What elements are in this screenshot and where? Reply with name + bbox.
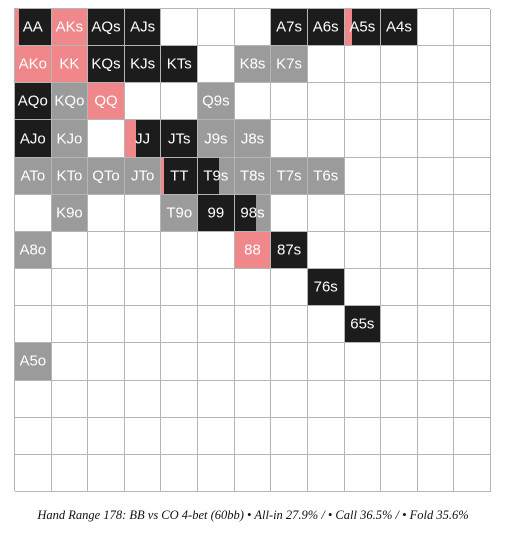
hand-cell-j9s[interactable] — [198, 120, 235, 157]
empty-cell — [161, 83, 198, 120]
hand-cell-qto[interactable] — [88, 158, 125, 195]
empty-cell — [345, 455, 382, 492]
hand-label: ATo — [20, 167, 46, 185]
empty-cell — [308, 120, 345, 157]
empty-cell — [345, 158, 382, 195]
hand-cell-jj[interactable] — [125, 120, 162, 157]
empty-cell — [308, 83, 345, 120]
hand-label: 87s — [277, 241, 302, 259]
hand-label: AQs — [91, 18, 121, 36]
hand-label: JTo — [130, 167, 155, 185]
empty-cell — [454, 232, 491, 269]
hand-cell-a8o[interactable] — [15, 232, 52, 269]
hand-cell-aqs[interactable] — [88, 9, 125, 46]
empty-cell — [454, 46, 491, 83]
empty-cell — [454, 381, 491, 418]
empty-cell — [161, 381, 198, 418]
empty-cell — [52, 232, 89, 269]
hand-label: K9o — [56, 204, 83, 222]
hand-label: AJs — [130, 18, 156, 36]
empty-cell — [125, 195, 162, 232]
empty-cell — [15, 269, 52, 306]
hand-cell-aa[interactable] — [15, 9, 52, 46]
empty-cell — [308, 343, 345, 380]
hand-label: J9s — [204, 130, 228, 148]
hand-cell-a5s[interactable] — [345, 9, 382, 46]
hand-label: T9s — [203, 167, 229, 185]
empty-cell — [418, 158, 455, 195]
empty-cell — [235, 343, 272, 380]
empty-cell — [418, 269, 455, 306]
empty-cell — [454, 455, 491, 492]
empty-cell — [308, 232, 345, 269]
empty-cell — [381, 195, 418, 232]
hand-cell-k7s[interactable] — [271, 46, 308, 83]
range-caption: Hand Range 178: BB vs CO 4-bet (60bb) • All-in 27.9% / • Call 36.5% / • Fold 35.6% — [37, 508, 469, 522]
empty-cell — [271, 455, 308, 492]
hand-cell-aks[interactable] — [52, 9, 89, 46]
hand-cell-kto[interactable] — [52, 158, 89, 195]
empty-cell — [235, 9, 272, 46]
hand-label: AJo — [19, 130, 46, 148]
empty-cell — [52, 343, 89, 380]
hand-cell-jts[interactable] — [161, 120, 198, 157]
hand-cell-88[interactable] — [235, 232, 272, 269]
hand-cell-kk[interactable] — [52, 46, 89, 83]
empty-cell — [125, 83, 162, 120]
hand-label: T9o — [166, 204, 193, 222]
empty-cell — [381, 83, 418, 120]
empty-cell — [308, 381, 345, 418]
hand-label: KTo — [56, 167, 83, 185]
empty-cell — [88, 455, 125, 492]
empty-cell — [235, 83, 272, 120]
empty-cell — [345, 381, 382, 418]
empty-cell — [418, 232, 455, 269]
empty-cell — [161, 455, 198, 492]
empty-cell — [271, 381, 308, 418]
empty-cell — [308, 418, 345, 455]
empty-cell — [125, 455, 162, 492]
hand-label: A5s — [349, 18, 376, 36]
empty-cell — [88, 381, 125, 418]
empty-cell — [52, 455, 89, 492]
hand-label: KTs — [166, 55, 192, 73]
hand-cell-t9s[interactable] — [198, 158, 235, 195]
empty-cell — [125, 306, 162, 343]
empty-cell — [454, 9, 491, 46]
hand-label: JJ — [135, 130, 151, 148]
empty-cell — [381, 120, 418, 157]
empty-cell — [88, 306, 125, 343]
hand-cell-ato[interactable] — [15, 158, 52, 195]
hand-cell-ako[interactable] — [15, 46, 52, 83]
hand-cell-kqs[interactable] — [88, 46, 125, 83]
hand-label: T6s — [313, 167, 339, 185]
hand-cell-jto[interactable] — [125, 158, 162, 195]
hand-cell-tt[interactable] — [161, 158, 198, 195]
hand-label: K8s — [239, 55, 266, 73]
hand-label: KJs — [130, 55, 156, 73]
hand-cell-t6s[interactable] — [308, 158, 345, 195]
empty-cell — [161, 9, 198, 46]
hand-label: AKo — [18, 55, 47, 73]
empty-cell — [198, 46, 235, 83]
hand-label: J8s — [240, 130, 265, 148]
empty-cell — [125, 418, 162, 455]
hand-cell-t7s[interactable] — [271, 158, 308, 195]
hand-range-grid — [14, 8, 490, 491]
empty-cell — [161, 343, 198, 380]
empty-cell — [198, 306, 235, 343]
empty-cell — [381, 455, 418, 492]
hand-cell-q9s[interactable] — [198, 83, 235, 120]
hand-cell-t9o[interactable] — [161, 195, 198, 232]
hand-cell-kjo[interactable] — [52, 120, 89, 157]
empty-cell — [15, 418, 52, 455]
empty-cell — [381, 306, 418, 343]
hand-cell-kjs[interactable] — [125, 46, 162, 83]
empty-cell — [454, 83, 491, 120]
empty-cell — [381, 158, 418, 195]
empty-cell — [271, 83, 308, 120]
empty-cell — [345, 195, 382, 232]
hand-cell-87s[interactable] — [271, 232, 308, 269]
empty-cell — [235, 455, 272, 492]
empty-cell — [418, 120, 455, 157]
empty-cell — [198, 9, 235, 46]
hand-label: AQo — [17, 92, 48, 110]
empty-cell — [15, 381, 52, 418]
empty-cell — [161, 418, 198, 455]
hand-cell-a5o[interactable] — [15, 343, 52, 380]
hand-cell-76s[interactable] — [308, 269, 345, 306]
empty-cell — [381, 343, 418, 380]
empty-cell — [381, 381, 418, 418]
empty-cell — [345, 418, 382, 455]
hand-label: AA — [22, 18, 43, 36]
empty-cell — [15, 306, 52, 343]
empty-cell — [418, 418, 455, 455]
empty-cell — [88, 232, 125, 269]
empty-cell — [308, 455, 345, 492]
empty-cell — [198, 269, 235, 306]
hand-label: K7s — [276, 55, 303, 73]
empty-cell — [52, 269, 89, 306]
hand-label: 76s — [313, 278, 338, 296]
hand-label: KJo — [56, 130, 83, 148]
empty-cell — [381, 269, 418, 306]
empty-cell — [454, 418, 491, 455]
empty-cell — [454, 120, 491, 157]
empty-cell — [454, 269, 491, 306]
hand-label: A4s — [386, 18, 412, 36]
empty-cell — [235, 269, 272, 306]
empty-cell — [271, 195, 308, 232]
empty-cell — [418, 306, 455, 343]
empty-cell — [235, 418, 272, 455]
empty-cell — [345, 120, 382, 157]
hand-label: KQo — [54, 92, 85, 110]
hand-label: TT — [170, 167, 189, 185]
empty-cell — [198, 455, 235, 492]
hand-cell-ajo[interactable] — [15, 120, 52, 157]
empty-cell — [418, 343, 455, 380]
empty-cell — [381, 46, 418, 83]
hand-label: QQ — [94, 92, 118, 110]
hand-cell-ajs[interactable] — [125, 9, 162, 46]
empty-cell — [125, 381, 162, 418]
empty-cell — [454, 195, 491, 232]
hand-label: Q9s — [202, 92, 230, 110]
hand-cell-k9o[interactable] — [52, 195, 89, 232]
empty-cell — [418, 381, 455, 418]
empty-cell — [88, 120, 125, 157]
hand-label: 88 — [244, 241, 261, 259]
empty-cell — [161, 306, 198, 343]
empty-cell — [235, 306, 272, 343]
hand-label: KQs — [91, 55, 121, 73]
hand-label: 99 — [207, 204, 225, 222]
empty-cell — [381, 418, 418, 455]
empty-cell — [198, 418, 235, 455]
empty-cell — [418, 83, 455, 120]
empty-cell — [454, 306, 491, 343]
hand-cell-a4s[interactable] — [381, 9, 418, 46]
hand-cell-aqo[interactable] — [15, 83, 52, 120]
hand-cell-j8s[interactable] — [235, 120, 272, 157]
hand-cell-kts[interactable] — [161, 46, 198, 83]
empty-cell — [271, 269, 308, 306]
empty-cell — [198, 343, 235, 380]
hand-label: T7s — [276, 167, 302, 185]
empty-cell — [198, 232, 235, 269]
hand-label: 98s — [240, 204, 265, 222]
hand-label: 65s — [350, 315, 375, 333]
empty-cell — [308, 306, 345, 343]
empty-cell — [88, 343, 125, 380]
empty-cell — [15, 455, 52, 492]
empty-cell — [52, 306, 89, 343]
hand-cell-a7s[interactable] — [271, 9, 308, 46]
hand-cell-qq[interactable] — [88, 83, 125, 120]
empty-cell — [345, 343, 382, 380]
empty-cell — [308, 195, 345, 232]
hand-cell-65s[interactable] — [345, 306, 382, 343]
empty-cell — [271, 418, 308, 455]
empty-cell — [345, 46, 382, 83]
hand-cell-99[interactable] — [198, 195, 235, 232]
empty-cell — [418, 455, 455, 492]
empty-cell — [381, 232, 418, 269]
hand-label: A7s — [276, 18, 303, 36]
hand-cell-a6s[interactable] — [308, 9, 345, 46]
hand-label: QTo — [92, 167, 120, 185]
hand-label: A5o — [19, 352, 47, 370]
empty-cell — [271, 306, 308, 343]
hand-cell-kqo[interactable] — [52, 83, 89, 120]
empty-cell — [454, 343, 491, 380]
empty-cell — [345, 232, 382, 269]
empty-cell — [125, 269, 162, 306]
hand-cell-98s[interactable] — [235, 195, 272, 232]
empty-cell — [125, 232, 162, 269]
empty-cell — [235, 381, 272, 418]
empty-cell — [418, 46, 455, 83]
empty-cell — [161, 269, 198, 306]
hand-label: T8s — [239, 167, 265, 185]
hand-label: A8o — [19, 241, 47, 259]
empty-cell — [161, 232, 198, 269]
empty-cell — [198, 381, 235, 418]
hand-cell-k8s[interactable] — [235, 46, 272, 83]
empty-cell — [345, 83, 382, 120]
empty-cell — [125, 343, 162, 380]
empty-cell — [418, 9, 455, 46]
empty-cell — [52, 418, 89, 455]
empty-cell — [418, 195, 455, 232]
empty-cell — [15, 195, 52, 232]
hand-label: A6s — [312, 18, 339, 36]
empty-cell — [454, 158, 491, 195]
empty-cell — [308, 46, 345, 83]
hand-label: KK — [59, 55, 80, 73]
empty-cell — [271, 343, 308, 380]
empty-cell — [88, 269, 125, 306]
empty-cell — [52, 381, 89, 418]
empty-cell — [271, 120, 308, 157]
empty-cell — [88, 195, 125, 232]
hand-label: AKs — [55, 18, 84, 36]
hand-cell-t8s[interactable] — [235, 158, 272, 195]
empty-cell — [345, 269, 382, 306]
empty-cell — [88, 418, 125, 455]
hand-label: JTs — [168, 130, 191, 148]
